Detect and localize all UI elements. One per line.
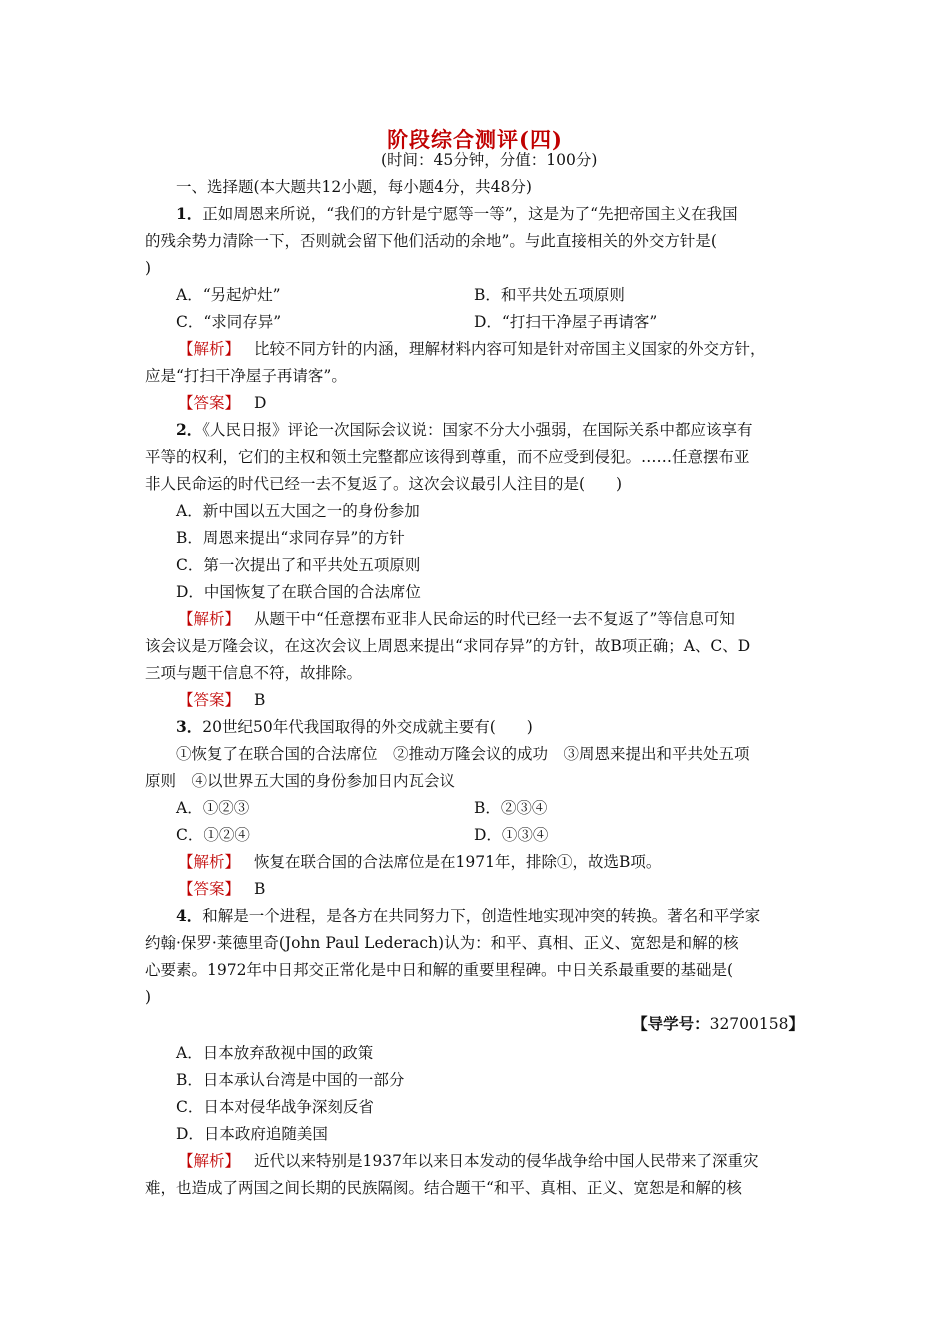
q4-number: 4． [176, 906, 203, 925]
q4-stem-line-1: 4．和解是一个进程，是各方在共同努力下，创造性地实现冲突的转换。著名和平学家 [176, 906, 761, 925]
analysis-tag: 【解析】 [178, 1152, 241, 1170]
q1-number: 1． [176, 204, 203, 223]
page-title: 阶段综合测评(四) [387, 127, 563, 152]
q1-stem-line-1: 1．正如周恩来所说，“我们的方针是宁愿等一等”，这是为了“先把帝国主义在我国 [176, 204, 738, 223]
q4-option-d: D．日本政府追随美国 [176, 1125, 328, 1143]
q4-stem-line-2: 约翰·保罗·莱德里奇(John Paul Lederach)认为：和平、真相、正义、宽恕是和解的核 [145, 934, 739, 952]
q2-number: 2． [176, 420, 203, 439]
q2-option-d: D．中国恢复了在联合国的合法席位 [176, 583, 421, 601]
q2-stem-line-1: 2．《人民日报》评论一次国际会议说：国家不分大小强弱，在国际关系中都应该享有 [176, 420, 753, 439]
q2-option-c: C．第一次提出了和平共处五项原则 [176, 556, 421, 574]
q4-option-b: B．日本承认台湾是中国的一部分 [176, 1071, 405, 1089]
q4-option-a: A．日本放弃敌视中国的政策 [176, 1044, 374, 1062]
q4-analysis-line-2: 难，也造成了两国之间长期的民族隔阂。结合题干“和平、真相、正义、宽恕是和解的核 [145, 1179, 742, 1197]
analysis-tag: 【解析】 [178, 853, 241, 871]
q1-option-c: C．“求同存异” [176, 313, 282, 331]
q3-option-c: C．①②④ [176, 826, 250, 844]
q4-stem-line-4: ) [145, 988, 152, 1006]
q1-analysis-line-1: 【解析】 比较不同方针的内涵，理解材料内容可知是针对帝国主义国家的外交方针， [178, 340, 766, 358]
q3-answer: 【答案】 B [178, 880, 266, 898]
q2-stem-line-2: 平等的权利，它们的主权和领土完整都应该得到尊重，而不应受到侵犯。……任意摆布亚 [145, 448, 750, 466]
q1-option-d: D．“打扫干净屋子再请客” [474, 313, 658, 331]
exam-meta: (时间：45分钟，分值：100分) [381, 151, 598, 169]
q2-stem-line-3: 非人民命运的时代已经一去不复返了。这次会议最引人注目的是( ) [145, 475, 623, 493]
q3-option-b: B．②③④ [474, 799, 548, 817]
section-heading: 一、选择题(本大题共12小题，每小题4分，共48分) [176, 178, 532, 196]
q1-option-a: A．“另起炉灶” [176, 286, 281, 304]
q2-option-b: B．周恩来提出“求同存异”的方针 [176, 529, 405, 547]
q1-option-b: B．和平共处五项原则 [474, 286, 625, 304]
q2-option-a: A．新中国以五大国之一的身份参加 [176, 502, 420, 520]
q4-option-c: C．日本对侵华战争深刻反省 [176, 1098, 374, 1116]
q3-stem-line-2: ①恢复了在联合国的合法席位 ②推动万隆会议的成功 ③周恩来提出和平共处五项 [176, 745, 750, 763]
q3-analysis-line-1: 【解析】 恢复在联合国的合法席位是在1971年，排除①，故选B项。 [178, 853, 662, 871]
analysis-tag: 【解析】 [178, 340, 241, 358]
answer-tag: 【答案】 [178, 394, 241, 412]
q2-analysis-line-1: 【解析】 从题干中“任意摆布亚非人民命运的时代已经一去不复返了”等信息可知 [178, 610, 735, 628]
answer-tag: 【答案】 [178, 880, 241, 898]
q1-stem-line-2: 的残余势力清除一下，否则就会留下他们活动的余地”。与此直接相关的外交方针是( [145, 232, 717, 250]
q1-stem-line-3: ) [145, 259, 152, 277]
q3-stem-line-3: 原则 ④以世界五大国的身份参加日内瓦会议 [145, 772, 456, 790]
q1-analysis-line-2: 应是“打扫干净屋子再请客”。 [145, 367, 347, 385]
guide-number: 【导学号：32700158】 [632, 1014, 804, 1033]
q3-option-a: A．①②③ [176, 799, 250, 817]
answer-tag: 【答案】 [178, 691, 241, 709]
q3-number: 3． [176, 717, 203, 736]
q2-analysis-line-3: 三项与题干信息不符，故排除。 [145, 664, 363, 682]
q2-analysis-line-2: 该会议是万隆会议，在这次会议上周恩来提出“求同存异”的方针，故B项正确；A、C、D [145, 637, 751, 655]
q4-stem-line-3: 心要素。1972年中日邦交正常化是中日和解的重要里程碑。中日关系最重要的基础是( [145, 961, 733, 979]
q4-analysis-line-1: 【解析】 近代以来特别是1937年以来日本发动的侵华战争给中国人民带来了深重灾 [178, 1152, 759, 1170]
q2-answer: 【答案】 B [178, 691, 266, 709]
q3-option-d: D．①③④ [474, 826, 549, 844]
analysis-tag: 【解析】 [178, 610, 241, 628]
q1-answer: 【答案】 D [178, 394, 267, 412]
q3-stem-line-1: 3．20世纪50年代我国取得的外交成就主要有( ) [176, 717, 533, 736]
